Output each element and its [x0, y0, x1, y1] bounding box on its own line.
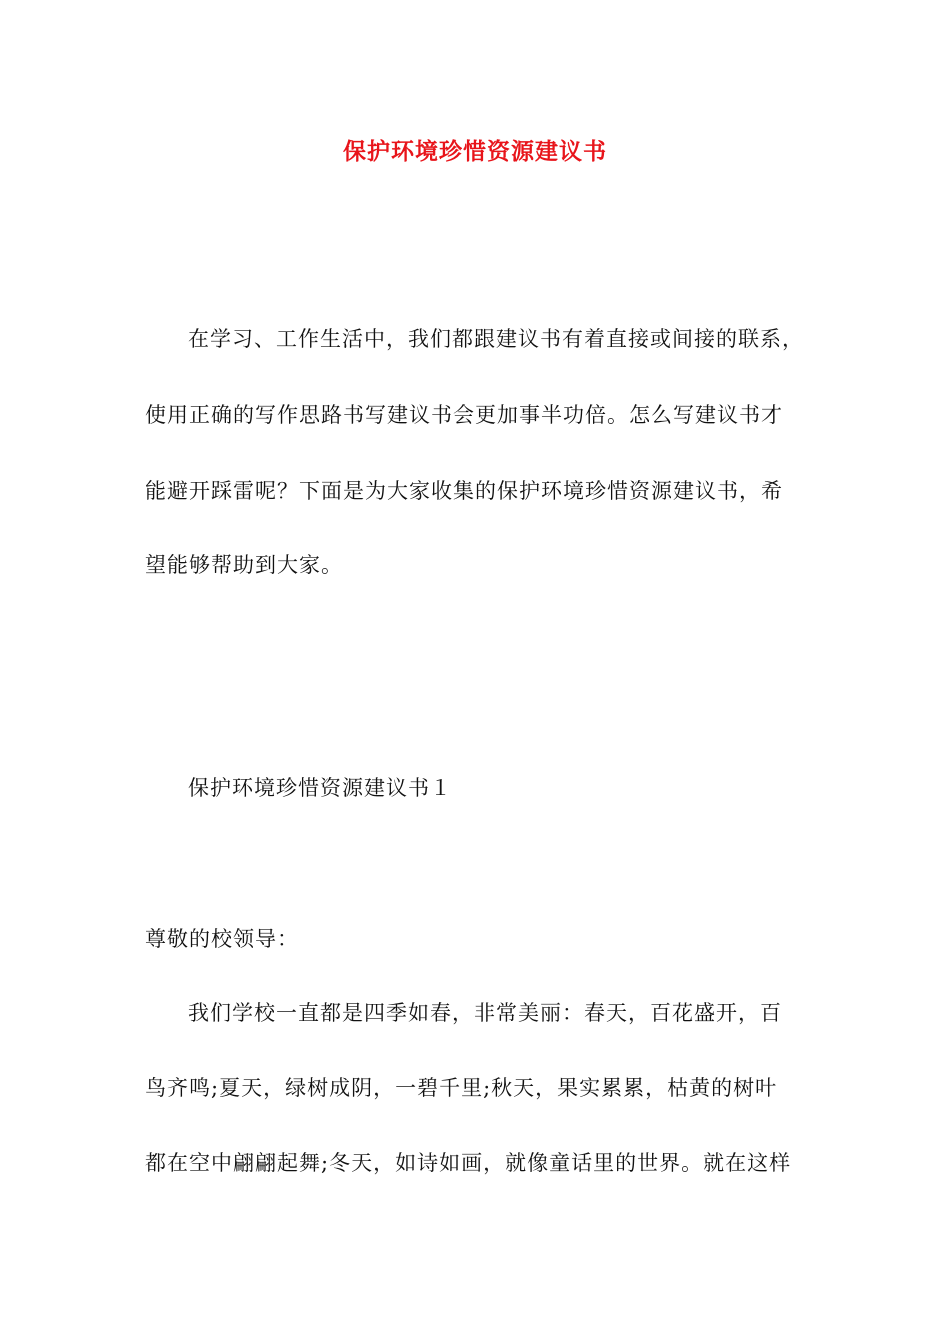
intro-line-3: 能避开踩雷呢？下面是为大家收集的保护环境珍惜资源建议书，希 — [145, 479, 783, 503]
section-heading: 保护环境珍惜资源建议书１ — [188, 776, 452, 800]
document-title: 保护环境珍惜资源建议书 — [343, 138, 607, 165]
body-line-2: 鸟齐鸣;夏天，绿树成阴，一碧千里;秋天，果实累累，枯黄的树叶 — [145, 1076, 778, 1100]
intro-line-2: 使用正确的写作思路书写建议书会更加事半功倍。怎么写建议书才 — [145, 403, 783, 427]
intro-line-1: 在学习、工作生活中，我们都跟建议书有着直接或间接的联系， — [188, 327, 804, 351]
body-line-1: 我们学校一直都是四季如春，非常美丽：春天，百花盛开，百 — [188, 1001, 782, 1025]
body-line-3: 都在空中翩翩起舞;冬天，如诗如画，就像童话里的世界。就在这样 — [145, 1151, 792, 1175]
intro-line-4: 望能够帮助到大家。 — [145, 553, 343, 577]
salutation: 尊敬的校领导： — [145, 927, 299, 951]
